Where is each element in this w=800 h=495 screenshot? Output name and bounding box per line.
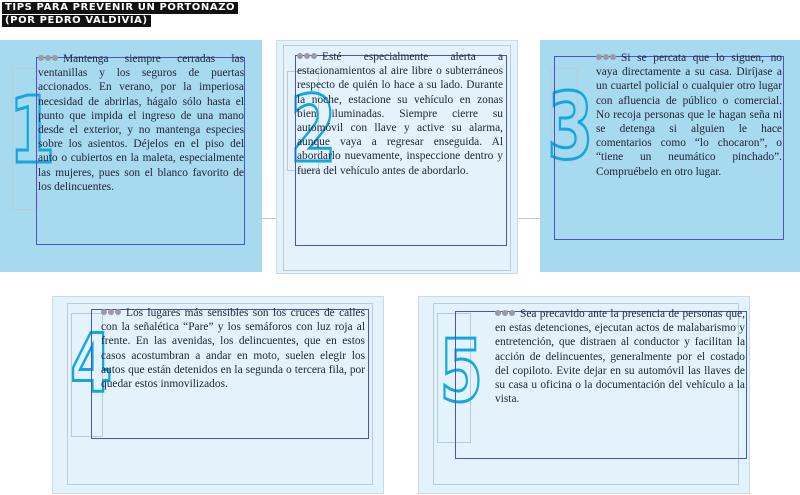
tip-4-body: Los lugares más sensibles son los cruces de calles con la señalética “Pare” y los semáforos con luz roja al frente. En las avenidas, los delincuentes, que en estos casos acostumbran a andar en moto, suelen elegir los autos que están detenidos en la segunda o tercera fila, por quedar estos inmovilizados. bbox=[101, 307, 365, 391]
bullet-dots-icon bbox=[101, 305, 122, 319]
bullet-dots-icon bbox=[38, 51, 59, 65]
page-title bbox=[2, 2, 238, 28]
number-1-text: 1 bbox=[8, 77, 56, 184]
bullet-dots-icon bbox=[297, 49, 318, 63]
tip-panel-4 bbox=[52, 296, 384, 494]
number-4-text: 4 bbox=[70, 316, 113, 411]
number-3-text: 3 bbox=[547, 73, 594, 180]
tip-panel-3 bbox=[540, 40, 800, 272]
tip-text-3 bbox=[596, 50, 782, 179]
tip-text-4 bbox=[101, 305, 365, 391]
tip-text-1 bbox=[38, 51, 244, 194]
title-line-2: (POR PEDRO VALDIVIA) bbox=[2, 15, 151, 27]
tip-3-body: Si se percata que lo siguen, no vaya directamente a su casa. Diríjase a un cuartel policial o cualquier otro lugar con afluencia de público o comercial. No recoja personas que le hagan seña ni se detenga si alguien le hace comentarios como “lo chocaron”, o “tiene un neumático pinchado”. Compruébelo en otro lugar. bbox=[596, 52, 782, 178]
number-5-text: 5 bbox=[439, 320, 483, 422]
title-line-1: TIPS PARA PREVENIR UN PORTONAZO bbox=[2, 2, 238, 14]
tip-2-body: Esté especialmente alerta a estacionamientos al aire libre o subterráneos respecto de quién lo hace a su lado. Durante la noche, estacione su vehículo en zonas bien iluminadas. Siempre cierre su automóvil con llave y active su alarma, aunque vaya a regresar enseguida. Al abordarlo nuevamente, inspeccione dentro y fuera del vehículo antes de abordarlo. bbox=[297, 51, 503, 177]
tip-panel-5 bbox=[418, 296, 750, 494]
tip-panel-2 bbox=[276, 40, 518, 274]
number-2-text: 2 bbox=[290, 76, 337, 183]
tip-text-2 bbox=[297, 49, 503, 178]
tip-panel-1 bbox=[0, 40, 262, 272]
tip-1-body: Mantenga siempre cerradas las ventanillas y los seguros de puertas accionados. En verano, por la imperiosa necesidad de abrirlas, hágalo sólo hasta el punto que impida el ingreso de una mano desde el exterior, y no mantenga especies sobre los asientos. Déjelos en el piso del auto o cubiertos en la maleta, especialmente las mujeres, pues son el blanco favorito de los delincuentes. bbox=[38, 53, 244, 193]
tip-5-body: Sea precavido ante la presencia de personas que, en estas detenciones, ejecutan actos de malabarismo y entretención, que distraen al conductor y facilitan la acción de delincuentes, generalmente por el costado del copiloto. Evite dejar en su automóvil las llaves de su casa u oficina o la documentación del vehículo a la vista. bbox=[495, 308, 745, 406]
tip-text-5 bbox=[495, 306, 745, 406]
bullet-dots-icon bbox=[495, 306, 516, 320]
bullet-dots-icon bbox=[596, 50, 617, 64]
